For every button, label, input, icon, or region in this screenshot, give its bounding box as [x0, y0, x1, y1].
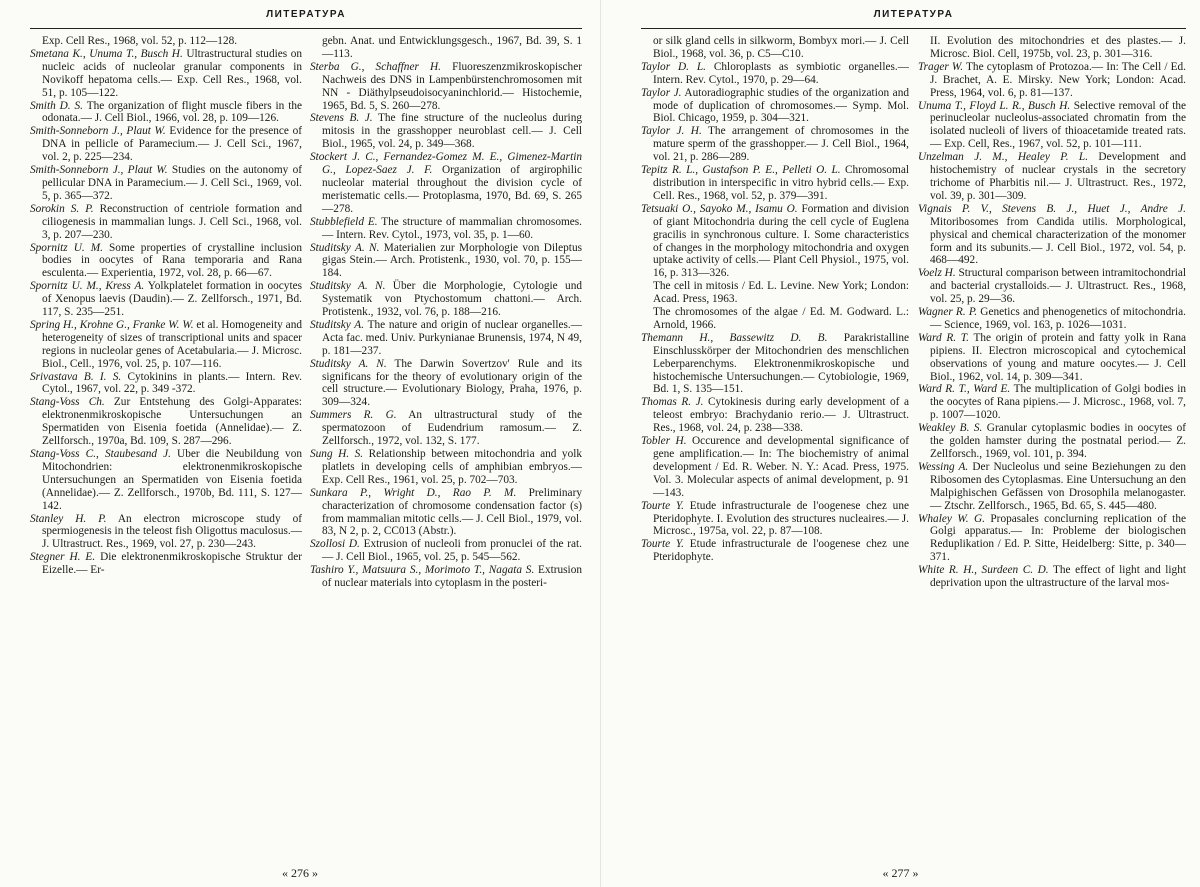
reference-authors: White R. H., Surdeen C. D. [918, 564, 1049, 577]
reference-text: Chloroplasts as symbiotic organelles.— Intern. Rev. Cytol., 1970, p. 29—64. [653, 60, 909, 86]
reference-entry [310, 358, 582, 410]
reference-text: Relationship between mitochondria and yolk platlets in developing cells of amphibian embryos.— Exp. Cell Res., 1961, vol. 25, p. 702—703. [322, 448, 582, 486]
reference-text: Chromosomal distribution in interspecific in vitro hybrid cells.— Exp. Cell. Res., 1968, vol. 52, p. 379—391. [653, 164, 909, 202]
reference-text: Selective removal of the perinucleolar nucleolus-associated chromatin from the isolated nucleoli of livers of thioacetamide treated rats.— Exp. Cell, Res., 1967, vol. 52, p. 101—111. [930, 99, 1186, 151]
reference-entry [641, 35, 909, 61]
reference-entry [30, 371, 302, 397]
reference-text: The structure of mammalian chromosomes.— Intern. Rev. Cytol., 1973, vol. 35, p. 1—60. [322, 215, 582, 241]
header-rule [641, 28, 1186, 29]
reference-entry [30, 319, 302, 371]
reference-authors: Unuma T., Floyd L. R., Busch H. [918, 99, 1071, 112]
reference-text: The chromosomes of the algae / Ed. M. Godward. L.: Arnold, 1966. [653, 306, 909, 331]
reference-entry [30, 551, 302, 577]
header-rule [30, 28, 582, 29]
reference-authors: Stang-Voss C., Staubesand J. [30, 448, 171, 460]
reference-entry [310, 216, 582, 242]
reference-authors: Tourte Y. [641, 538, 684, 551]
reference-authors: Studitsky A. N. [310, 357, 387, 370]
reference-entry [641, 280, 909, 306]
reference-text: The organization of flight muscle fibers in the odonata.— J. Cell Biol., 1966, vol. 28, p. 109—126. [42, 99, 302, 125]
reference-entry [641, 435, 909, 500]
reference-entry [30, 125, 302, 164]
reference-entry [918, 461, 1186, 513]
reference-entry [918, 306, 1186, 332]
running-head: ЛИТЕРАТУРА [266, 9, 346, 20]
reference-text: Etude infrastructurale de l'oogenese chez une Pteridophyte. I. Evolution des structures nucleaires.— J. Microsc., 1975a, vol. 22, p. 87—108. [653, 499, 909, 538]
reference-text: Fluoreszenzmikroskopischer Nachweis des DNS in Lampenbürstenchromosomen mit NN - Diäthylpseudoisocyaninchlorid.— Histochemie, 1965, Bd. 5, S. 260—278. [322, 60, 582, 112]
reference-entry [310, 564, 582, 590]
reference-text: The origin of protein and fatty yolk in Rana pipiens. II. Electron microscopical and cytochemical observations of young and mature oocytes.— J. Cell Biol., 1962, vol. 14, p. 309—341. [930, 331, 1186, 383]
reference-text: The cell in mitosis / Ed. L. Levine. New York; London: Acad. Press, 1963. [653, 280, 909, 306]
reference-text: The cytoplasm of Protozoa.— In: The Cell / Ed. J. Brachet, A. E. Mirsky. New York; London: Acad. Press, 1964, vol. 6, p. 81—137. [930, 60, 1186, 99]
reference-text: Cytokinins in plants.— Intern. Rev. Cytol., 1967, vol. 22, p. 349 -372. [42, 370, 302, 396]
reference-entry [641, 87, 909, 126]
reference-entry [918, 203, 1186, 268]
reference-entry [918, 513, 1186, 565]
reference-entry [310, 61, 582, 113]
reference-text: Some properties of crystalline inclusion bodies in oocytes of Rana temporaria and Rana esculenta.— Experientia, 1972, vol. 28, p. 66—67. [42, 241, 302, 280]
reference-entry [30, 203, 302, 242]
reference-text: Extrusion of nucleoli from pronuclei of the rat.— J. Cell Biol., 1965, vol. 25, p. 545—562. [322, 538, 582, 564]
reference-text: Cytokinesis during early development of a teleost embryo: Brachydanio rerio.— J. Ultrastruct. Res., 1968, vol. 24, p. 238—338. [653, 396, 909, 435]
reference-authors: Wessing A. [918, 460, 969, 473]
reference-entry [310, 112, 582, 151]
reference-authors: Whaley W. G. [918, 512, 985, 525]
column-right [310, 35, 582, 843]
reference-entry [918, 35, 1186, 61]
reference-entry [310, 319, 582, 358]
reference-entry [310, 151, 582, 216]
reference-authors: Stubblefield E. [310, 215, 378, 228]
reference-authors: Taylor J. H. [641, 125, 702, 138]
reference-text: Studies on the autonomy of pellicular DNA in Paramecium.— J. Cell Sci., 1969, vol. 5, p. 365—372. [42, 164, 302, 202]
reference-authors: Stegner H. E. [30, 551, 96, 564]
reference-text: Der Nucleolus und seine Beziehungen zu den Ribosomen des Cytoplasmas. Eine Untersuchung an den Malpighischen Gefässen von Drosophila melanogaster.— Ztschr. Zellforsch., 1965, Bd. 65, S. 445—480. [930, 460, 1186, 512]
reference-authors: Themann H., Bassewitz D. B. [641, 331, 828, 344]
reference-entry [918, 267, 1186, 306]
reference-text: et al. Homogeneity and heterogeneity of sizes of transcriptional units and spacer regions in nucleolar genes of Acetabularia.— J. Microsc. Biol., Cell., 1976, vol. 25, p. 107—116. [42, 318, 302, 370]
reference-authors: Sung H. S. [310, 448, 364, 460]
reference-authors: Smetana K., Unuma T., Busch H. [30, 47, 183, 60]
reference-text: The effect of light and light deprivation upon the ultrastructure of the larval mos- [930, 564, 1186, 590]
page-number: « 276 » [282, 866, 318, 880]
reference-entry [918, 61, 1186, 100]
reference-text: Uber die Neubildung von Mitochondrien: elektronenmikroskopische Untersuchungen an Spermatiden von Eisenia foetida (Annelidae).— Z. Zellforsch., 1970b, Bd. 111, S. 127—142. [42, 448, 302, 512]
reference-entry [641, 164, 909, 203]
reference-entry [310, 487, 582, 539]
reference-entry [918, 422, 1186, 461]
reference-text: Development and histochemistry of nuclear crystals in the secretory trichome of Pharbitis nil.— J. Ultrastruct. Res., 1972, vol. 39, p. 301—309. [930, 151, 1186, 202]
reference-entry [641, 61, 909, 87]
reference-text: Zur Entstehung des Golgi-Apparates: elektronenmikroskopische Untersuchungen an Spermatiden von Eisenia foetida (Annelidae).— Z. Zellforsch., 1970a, Bd. 109, S. 287—296. [42, 396, 302, 448]
reference-authors: Studitsky A. N. [310, 280, 386, 293]
reference-text: Mitoribosomes from Candida utilis. Morphological, physical and chemical characterization of the monomer form and its subunits.— J. Cell Biol., 1972, vol. 54, p. 468—492. [930, 215, 1186, 267]
reference-entry [641, 538, 909, 564]
column-right [918, 35, 1186, 843]
page-number: « 277 » [882, 866, 919, 880]
reference-text: Preliminary characterization of chromosome condensation factor (s) from mammalian mitotic cells.— J. Cell Biol., 1979, vol. 83, N 2, p. 2, CC013 (Abstr.). [322, 486, 582, 538]
reference-authors: Stockert J. C., Fernandez-Gomez M. E., Gimenez-Martin G., Lopez-Saez J. F. [310, 151, 582, 177]
reference-entry [310, 409, 582, 448]
right-page [600, 0, 1200, 887]
reference-authors: Stang-Voss Ch. [30, 396, 105, 409]
reference-entry [310, 280, 582, 319]
reference-entry [30, 100, 302, 126]
reference-authors: Taylor J. [641, 86, 682, 99]
reference-entry [30, 280, 302, 319]
reference-authors: Sunkara P., Wright D., Rao P. M. [310, 486, 517, 499]
reference-entry [310, 35, 582, 61]
reference-authors: Sterba G., Schaffner H. [310, 60, 441, 73]
reference-entry [310, 242, 582, 281]
reference-entry [310, 538, 582, 564]
reference-entry [641, 203, 909, 280]
reference-entry [918, 100, 1186, 152]
reference-authors: Tashiro Y., Matsuura S., Morimoto T., Nagata S. [310, 564, 535, 577]
reference-entry [310, 448, 582, 487]
reference-columns [30, 35, 582, 843]
reference-authors: Ward R. T. [918, 331, 970, 344]
reference-authors: Srivastava B. I. S. [30, 370, 122, 383]
reference-entry [30, 48, 302, 100]
reference-authors: Studitsky A. N. [310, 241, 380, 254]
reference-entry [918, 151, 1186, 203]
reference-entry [30, 35, 302, 48]
reference-text: Propasales conclurning replication of the Golgi apparatus.— In: Probleme der biologischen Reduplikation / Ed. P. Sitte, Heidelberg: Sitte, p. 340—371. [930, 512, 1186, 564]
reference-text: The fine structure of the nucleolus during mitosis in the grasshopper neuroblast cell.— J. Cell Biol., 1965, vol. 24, p. 349—368. [322, 112, 582, 151]
reference-entry [918, 383, 1186, 422]
column-left [641, 35, 909, 843]
reference-text: An ultrastructural study of the spermatozoon of Eudendrium ramosum.— Z. Zellforsch., 1972, vol. 132, S. 177. [322, 409, 582, 448]
reference-authors: Smith D. S. [30, 99, 83, 112]
reference-entry [641, 332, 909, 397]
reference-text: The Darwin Sovertzov' Rule and its significans for the theory of evolutionary origin of the cell structure.— Evolutionary Biology, Praha, 1976, p. 309—324. [322, 357, 582, 409]
running-head: ЛИТЕРАТУРА [873, 9, 954, 20]
reference-text: The multiplication of Golgi bodies in the oocytes of Rana pipiens.— J. Microsc., 1968, vol. 7, p. 1007—1020. [930, 383, 1186, 422]
reference-text: gebn. Anat. und Entwicklungsgesch., 1967, Bd. 39, S. 1—113. [322, 35, 582, 60]
reference-text: or silk gland cells in silkworm, Bombyx mori.— J. Cell Biol., 1968, vol. 36, p. C5—C10. [653, 35, 909, 60]
reference-text: Autoradiographic studies of the organization and mode of duplication of chromosomes.— Symp. Mol. Biol. Chicago, 1959, p. 304—321. [653, 86, 909, 125]
reference-authors: Summers R. G. [310, 409, 397, 422]
reference-authors: Tobler H. [641, 435, 687, 448]
reference-text: Yolkplatelet formation in oocytes of Xenopus laevis (Daudin).— Z. Zellforsch., 1971, Bd. 117, S. 235—251. [42, 280, 302, 319]
reference-authors: Unzelman J. M., Healey P. L. [918, 151, 1089, 164]
reference-authors: Taylor D. L. [641, 60, 706, 73]
reference-authors: Vignais P. V., Stevens B. J., Huet J., Andre J. [918, 202, 1186, 215]
reference-entry [641, 306, 909, 332]
reference-entry [30, 164, 302, 203]
reference-text: The arrangement of chromosomes in the mature sperm of the grasshopper.— J. Cell Biol., 1964, vol. 21, p. 286—289. [653, 125, 909, 164]
reference-entry [30, 513, 302, 552]
reference-authors: Spornitz U. M. [30, 241, 103, 254]
reference-authors: Tepitz R. L., Gustafson P. E., Pelleti O. L. [641, 164, 841, 177]
reference-authors: Stanley H. P. [30, 512, 107, 525]
reference-authors: Tetsuaki O., Sayoko M., Isamu O. [641, 202, 798, 215]
reference-text: Über die Morphologie, Cytologie und Systematik von Ptychostomum chattoni.— Arch. Protistenk., 1932, vol. 76, p. 188—216. [322, 280, 582, 319]
reference-text: Reconstruction of centriole formation and ciliogenesis in mammalian lungs. J. Cell Sci., 1968, vol. 3, p. 207—230. [42, 202, 302, 241]
reference-entry [641, 500, 909, 539]
reference-text: Organization of argirophilic nucleolar material throughout the division cycle of meristematic cells.— Protoplasma, 1970, Bd. 69, S. 265—278. [322, 164, 582, 215]
reference-authors: Trager W. [918, 60, 964, 73]
reference-authors: Smith-Sonneborn J., Plaut W. [30, 125, 166, 138]
reference-authors: Smith-Sonneborn J., Plaut W. [30, 164, 168, 177]
reference-text: Parakristalline Einschlusskörper der Mitochondrien des menschlichen Leberparenchyms. Elektronenmikroskopische und histochemische Untersuchungen.— Cytobiologie, 1969, Bd. 1, S. 135—151. [653, 331, 909, 396]
reference-entry [30, 396, 302, 448]
reference-entry [918, 332, 1186, 384]
reference-authors: Tourte Y. [641, 499, 684, 512]
reference-authors: Studitsky A. [310, 318, 365, 331]
reference-entry [641, 125, 909, 164]
reference-text: Evidence for the presence of DNA in pellicle of Paramecium.— J. Cell Sci., 1967, vol. 2, p. 225—234. [42, 125, 302, 164]
reference-text: Granular cytoplasmic bodies in oocytes of the golden hamster during the postnatal period.— Z. Zellforsch., 1969, vol. 101, p. 394. [930, 422, 1186, 460]
reference-text: Exp. Cell Res., 1968, vol. 52, p. 112—128. [42, 35, 238, 47]
reference-text: Occurence and developmental significance of gene amplification.— In: The biochemistry of animal development / Ed. R. Weber. N. Y.: Acad. Press, 1975. Vol. 3. Molecular aspects of animal development, p. 91—143. [653, 435, 909, 499]
reference-text: Materialien zur Morphologie von Dileptus gigas Stein.— Arch. Protistenk., 1930, vol. 70, p. 155—184. [322, 241, 582, 280]
column-left [30, 35, 302, 843]
reference-authors: Spring H., Krohne G., Franke W. W. [30, 318, 194, 331]
reference-text: The nature and origin of nuclear organelles.— Acta fac. med. Univ. Purkynianae Brunensis, 1974, N 49, p. 181—237. [322, 318, 582, 357]
reference-text: Structural comparison between intramitochondrial and bacterial crystalloids.— J. Ultrastruct. Res., 1968, vol. 25, p. 29—36. [930, 267, 1186, 306]
reference-text: An electron microscope study of spermiogenesis in the teleost fish Oligottus maculosus.— J. Ultrastruct. Res., 1969, vol. 27, p. 230—243. [42, 512, 302, 551]
reference-authors: Voelz H. [918, 267, 956, 280]
reference-entry [641, 396, 909, 435]
reference-text: Genetics and phenogenetics of mitochondria.— Science, 1969, vol. 163, p. 1026—1031. [930, 306, 1186, 331]
reference-entry [918, 564, 1186, 590]
reference-authors: Szollosi D. [310, 538, 360, 551]
reference-authors: Sorokin S. P. [30, 202, 94, 215]
reference-text: Formation and division of giant Mitochondria during the cell cycle of Euglena gracilis in synchronous culture. I. Some characteristics of changes in the morphology mitochondria and oxygen uptake activity of cells.— Plant Cell Physiol., 1975, vol. 16, p. 313—326. [653, 202, 909, 280]
reference-columns [641, 35, 1186, 843]
reference-authors: Stevens B. J. [310, 112, 373, 125]
reference-text: Ultrastructural studies on nucleic acids of nucleolar granular components in Novikoff hepatoma cells.— Exp. Cell Res., 1968, vol. 51, p. 105—122. [42, 47, 302, 99]
reference-text: Die elektronenmikroskopische Struktur der Eizelle.— Er- [42, 551, 302, 577]
reference-authors: Thomas R. J. [641, 396, 704, 409]
reference-text: Extrusion of nuclear materials into cytoplasm in the posteri- [322, 564, 582, 590]
reference-entry [30, 242, 302, 281]
reference-authors: Ward R. T., Ward E. [918, 383, 1011, 396]
reference-authors: Weakley B. S. [918, 422, 983, 435]
reference-text: II. Evolution des mitochondries et des plastes.— J. Microsc. Biol. Cell, 1975b, vol. 23, p. 301—316. [930, 35, 1186, 60]
reference-text: Etude infrastructurale de l'oogenese chez une Pteridophyte. [653, 538, 909, 564]
reference-authors: Wagner R. P. [918, 306, 978, 319]
reference-authors: Spornitz U. M., Kress A. [30, 280, 145, 293]
reference-entry [30, 448, 302, 513]
